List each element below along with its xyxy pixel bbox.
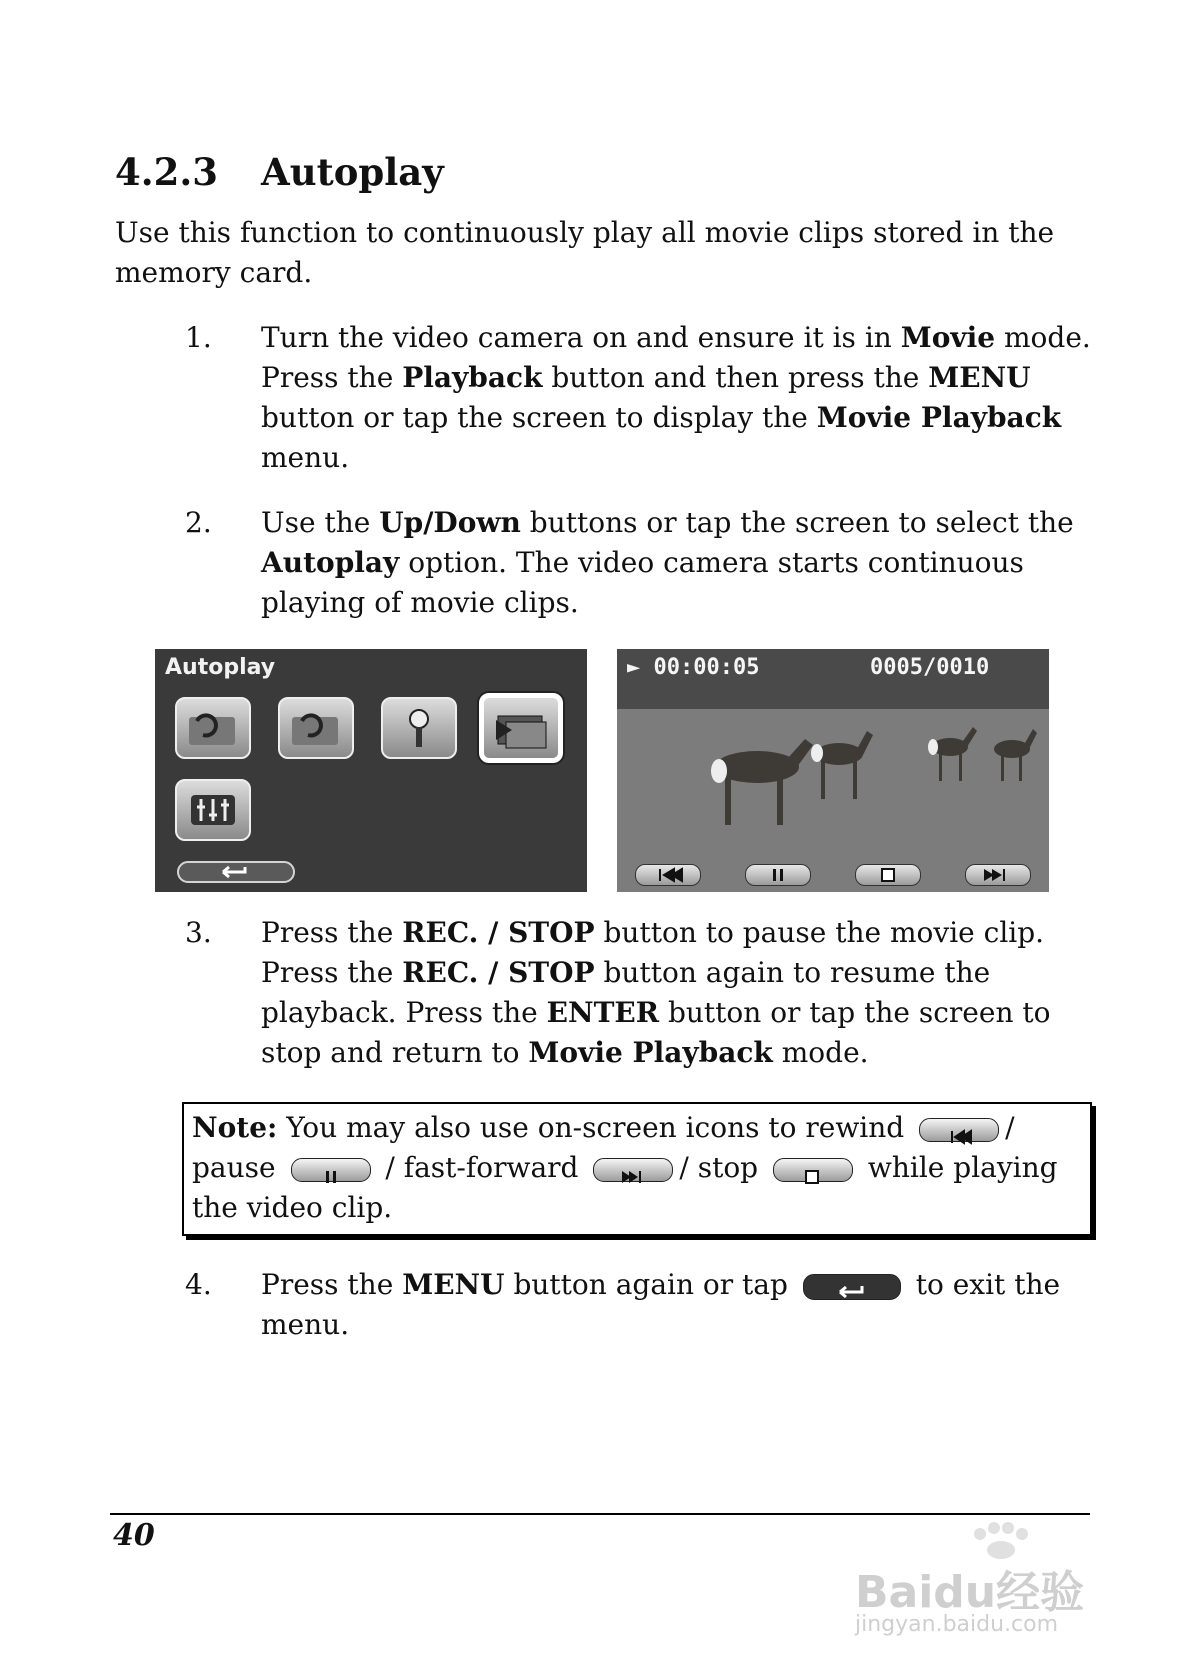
step-number: 3. [185,916,212,949]
watermark-url: jingyan.baidu.com [855,1612,1059,1637]
key-icon [391,707,447,749]
step-text: Turn the video camera on and ensure it is in [261,321,901,354]
note-label: Note: [192,1111,278,1144]
menu-tile-settings[interactable] [175,779,251,841]
step-text: mode. Press the [261,321,1091,394]
rewind-button[interactable] [635,864,701,886]
menu-tile-autoplay[interactable] [479,693,563,763]
stop-icon [773,1158,853,1182]
fast-forward-button[interactable] [965,864,1031,886]
step-text: buttons or tap the screen to select the [520,506,1074,539]
step-text: button or tap the screen to display the [261,401,817,434]
menu-tile-delete[interactable] [278,697,354,759]
bold-term: Movie [900,321,996,354]
page-number: 40 [113,1518,155,1553]
menu-tile-lock[interactable] [381,697,457,759]
bold-term: REC. / STOP [402,956,595,989]
bold-term: Autoplay [261,546,400,579]
note-text: / fast-forward [376,1151,588,1184]
slideshow-icon [492,706,554,754]
note-text: while playing the video clip. [192,1151,1058,1224]
note-text: / pause [192,1111,1015,1184]
step-text: mode. [772,1036,869,1069]
footer-rule [110,1513,1090,1515]
autoplay-menu-screenshot [155,649,587,892]
bold-term: Movie Playback [528,1036,773,1069]
section-number: 4.2.3 [115,150,218,194]
step-text: option. The video camera starts continuous playing of movie clips. [261,546,1024,619]
step-2 [185,503,1105,623]
elapsed-time: 00:00:05 [653,655,760,680]
playback-screenshot [617,649,1049,892]
step-text: button again to resume the playback. Press the [261,956,991,1029]
bold-term: Movie Playback [816,401,1062,434]
note-text: You may also use on-screen icons to rewind [277,1111,914,1144]
bold-term: Playback [402,361,543,394]
step-text: button again or tap [504,1268,797,1301]
return-icon [179,863,293,881]
fast-forward-icon [966,865,1030,885]
pause-button[interactable] [745,864,811,886]
fast-forward-icon [593,1158,673,1182]
play-icon: ► [627,655,641,680]
step-3 [185,913,1105,1073]
bold-term: ENTER [546,996,660,1029]
step-text: button and then press the [542,361,929,394]
bold-term: REC. / STOP [402,916,595,949]
note-text: / stop [679,1151,767,1184]
folder-arrow-icon [288,707,344,749]
step-1 [185,318,1105,478]
step-text: button or tap the screen to stop and return to [261,996,1051,1069]
menu-title: Autoplay [165,655,276,680]
folder-arrow-icon [185,707,241,749]
step-text: Press the [261,916,403,949]
bold-term: MENU [402,1268,505,1301]
step-text: to exit the menu. [261,1268,1061,1341]
rewind-icon [919,1118,999,1142]
stop-button[interactable] [855,864,921,886]
back-button[interactable] [177,861,295,883]
pause-icon [746,865,810,885]
watermark-brand: Baidu经验 [855,1567,1085,1618]
deer-photo [617,649,1049,892]
rewind-icon [636,865,700,885]
step-text: Press the [261,1268,403,1301]
bold-term: Up/Down [379,506,521,539]
step-text: Use the [261,506,380,539]
step-text: menu. [261,441,350,474]
section-title: Autoplay [261,150,444,194]
pause-icon [291,1158,371,1182]
step-number: 2. [185,506,212,539]
paw-icon [960,1520,1040,1560]
clip-counter: 0005/0010 [870,655,990,680]
step-text: button to pause the movie clip. Press the [261,916,1045,989]
bold-term: MENU [928,361,1031,394]
sliders-icon [185,789,241,831]
return-icon [803,1274,901,1300]
stop-icon [856,865,920,885]
note-box [182,1102,1092,1236]
section-heading [115,150,444,194]
step-number: 4. [185,1268,212,1301]
step-4 [185,1265,1105,1345]
play-status [627,655,759,680]
menu-tile-protect[interactable] [175,697,251,759]
step-number: 1. [185,321,212,354]
intro-paragraph: Use this function to continuously play all movie clips stored in the memory card. [115,216,1055,289]
